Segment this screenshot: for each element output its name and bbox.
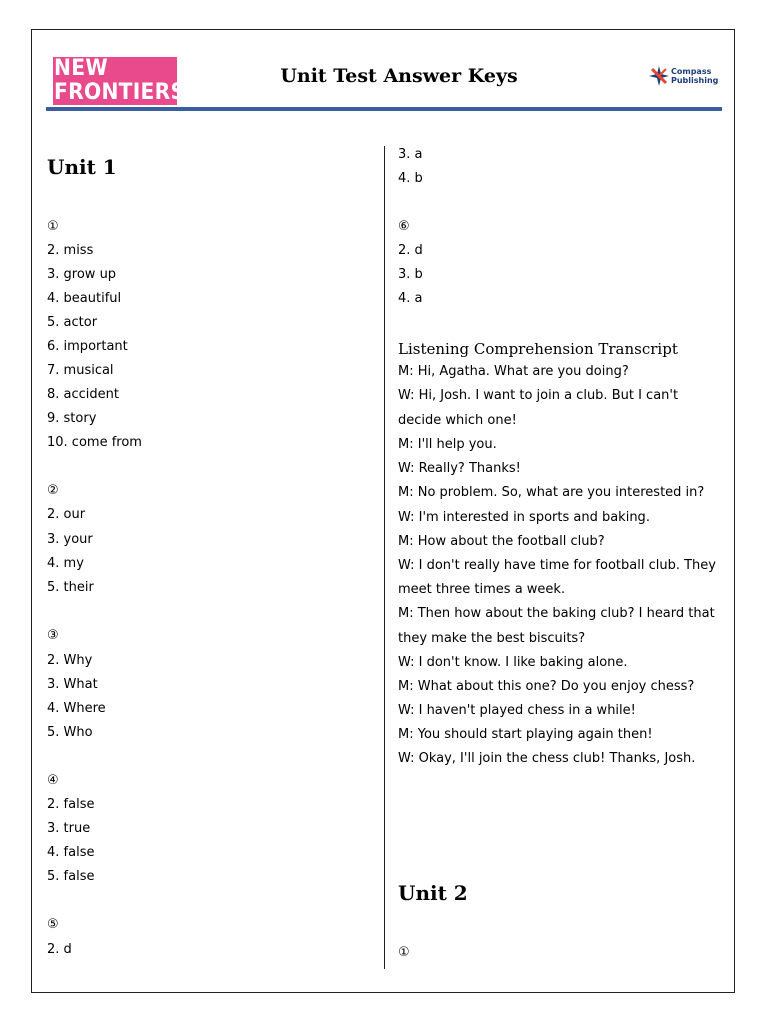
answer-line: 4. beautiful [47, 291, 122, 306]
section-number: ⑤ [47, 917, 59, 932]
transcript-line: decide which one! [398, 413, 517, 428]
transcript-line: meet three times a week. [398, 582, 566, 597]
transcript-line: W: I don't really have time for football club. They [398, 558, 716, 573]
answer-line: 2. d [47, 942, 72, 957]
transcript-line: M: Then how about the baking club? I heard that [398, 606, 715, 621]
transcript-line: W: I don't know. I like baking alone. [398, 655, 628, 670]
answer-line: 10. come from [47, 435, 142, 450]
answer-line: 5. actor [47, 315, 98, 330]
transcript-heading: Listening Comprehension Transcript [398, 340, 678, 358]
compass-star-icon [648, 65, 670, 87]
transcript-line: W: Okay, I'll join the chess club! Thanks, Josh. [398, 751, 696, 766]
header-rule [46, 107, 722, 111]
page-title: Unit Test Answer Keys [280, 65, 518, 87]
section-number: ① [47, 219, 59, 234]
logo-line-1: NEW [54, 56, 108, 81]
answer-line: 9. story [47, 411, 97, 426]
answer-line: 2. d [398, 243, 423, 258]
transcript-line: they make the best biscuits? [398, 631, 586, 646]
answer-line: 3. a [398, 147, 423, 162]
answer-line: 4. my [47, 556, 84, 571]
answer-line: 2. our [47, 507, 86, 522]
answer-line: 2. false [47, 797, 95, 812]
publisher-line-1: Compass [671, 67, 712, 76]
answer-line: 4. false [47, 845, 95, 860]
publisher-line-2: Publishing [671, 76, 719, 85]
transcript-line: M: Hi, Agatha. What are you doing? [398, 364, 629, 379]
unit-heading: Unit 2 [398, 881, 468, 905]
answer-line: 4. Where [47, 701, 106, 716]
section-number: ① [398, 945, 410, 960]
answer-line: 3. What [47, 677, 98, 692]
transcript-line: M: You should start playing again then! [398, 727, 653, 742]
answer-line: 2. miss [47, 243, 94, 258]
answer-line: 2. Why [47, 653, 93, 668]
transcript-line: W: I'm interested in sports and baking. [398, 510, 650, 525]
section-number: ③ [47, 628, 59, 643]
answer-line: 4. b [398, 171, 423, 186]
transcript-line: M: What about this one? Do you enjoy chess? [398, 679, 695, 694]
answer-line: 7. musical [47, 363, 114, 378]
compass-publishing-logo [648, 65, 718, 87]
transcript-line: M: I'll help you. [398, 437, 497, 452]
answer-line: 3. your [47, 532, 93, 547]
transcript-line: M: No problem. So, what are you interested in? [398, 485, 705, 500]
unit-heading: Unit 1 [47, 155, 117, 179]
logo-line-2: FRONTIERS [54, 80, 186, 105]
section-number: ④ [47, 773, 59, 788]
answer-line: 5. their [47, 580, 94, 595]
answer-line: 3. grow up [47, 267, 117, 282]
answer-line: 6. important [47, 339, 128, 354]
answer-line: 3. true [47, 821, 91, 836]
transcript-line: M: How about the football club? [398, 534, 605, 549]
column-divider [384, 146, 385, 969]
transcript-line: W: I haven't played chess in a while! [398, 703, 636, 718]
answer-line: 5. Who [47, 725, 93, 740]
transcript-line: W: Really? Thanks! [398, 461, 521, 476]
answer-line: 4. a [398, 291, 423, 306]
section-number: ⑥ [398, 219, 410, 234]
answer-line: 8. accident [47, 387, 119, 402]
transcript-line: W: Hi, Josh. I want to join a club. But I can't [398, 388, 679, 403]
new-frontiers-logo [53, 56, 186, 105]
section-number: ② [47, 483, 59, 498]
answer-line: 5. false [47, 869, 95, 884]
answer-line: 3. b [398, 267, 423, 282]
